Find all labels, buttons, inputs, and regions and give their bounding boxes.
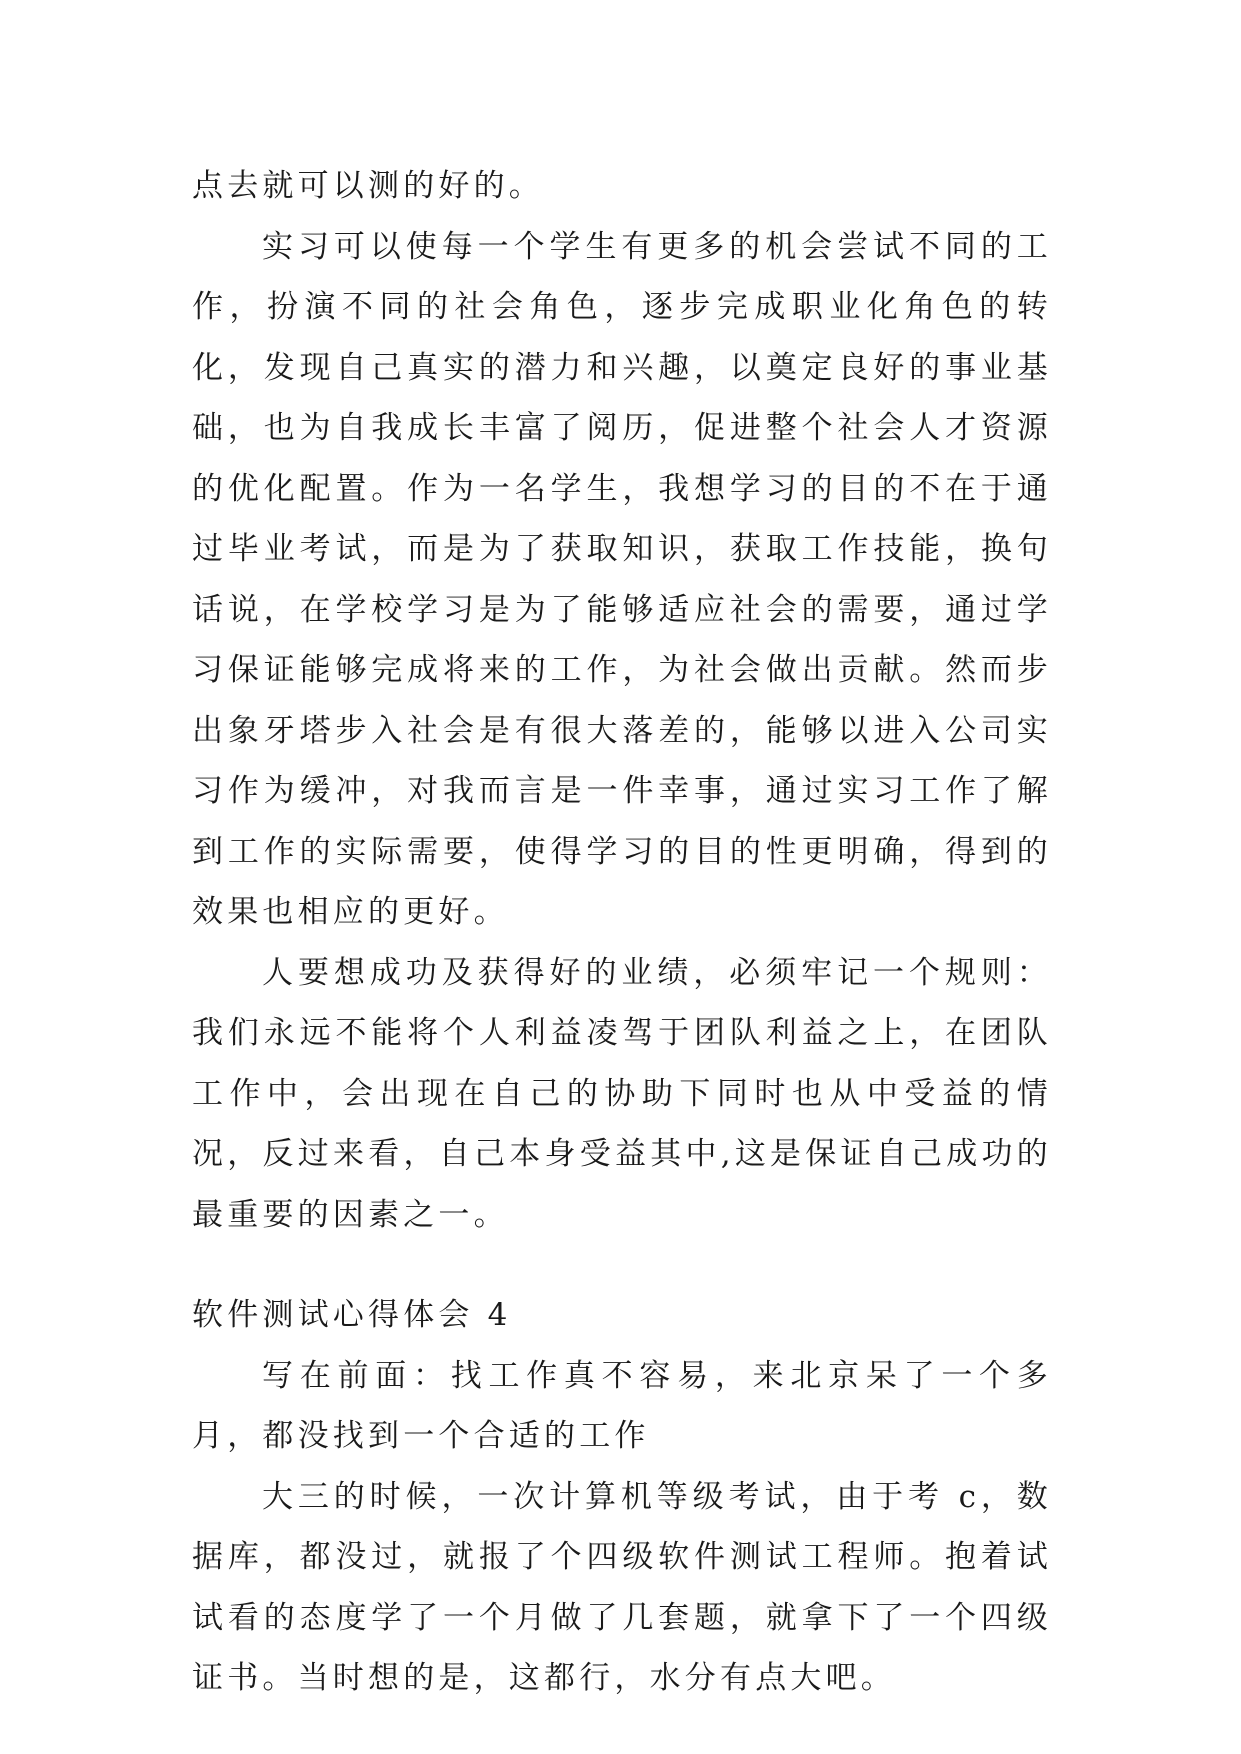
section-spacer [192,1245,1052,1285]
paragraph: 大三的时候，一次计算机等级考试，由于考 c，数据库，都没过，就报了个四级软件测试工程师。抱着试试看的态度学了一个月做了几套题，就拿下了一个四级证书。当时想的是，这都行，水分有点大吧。 [192,1478,1052,1696]
paragraph: 人要想成功及获得好的业绩，必须牢记一个规则：我们永远不能将个人利益凌驾于团队利益之上，在团队工作中，会出现在自己的协助下同时也从中受益的情况，反过来看，自己本身受益其中,这是保证自己成功的最重要的因素之一。 [192,954,1052,1233]
document-body [192,156,1052,1709]
paragraph: 点去就可以测的好的。 [192,168,544,204]
paragraph: 写在前面：找工作真不容易，来北京呆了一个多月，都没找到一个合适的工作 [192,1357,1052,1454]
section-heading: 软件测试心得体会 4 [192,1297,512,1333]
paragraph: 实习可以使每一个学生有更多的机会尝试不同的工作，扮演不同的社会角色，逐步完成职业化角色的转化，发现自己真实的潜力和兴趣，以奠定良好的事业基础，也为自我成长丰富了阅历，促进整个社会人才资源的优化配置。作为一名学生，我想学习的目的不在于通过毕业考试，而是为了获取知识，获取工作技能，换句话说，在学校学习是为了能够适应社会的需要，通过学习保证能够完成将来的工作，为社会做出贡献。然而步出象牙塔步入社会是有很大落差的，能够以进入公司实习作为缓冲，对我而言是一件幸事，通过实习工作了解到工作的实际需要，使得学习的目的性更明确，得到的效果也相应的更好。 [192,228,1052,930]
